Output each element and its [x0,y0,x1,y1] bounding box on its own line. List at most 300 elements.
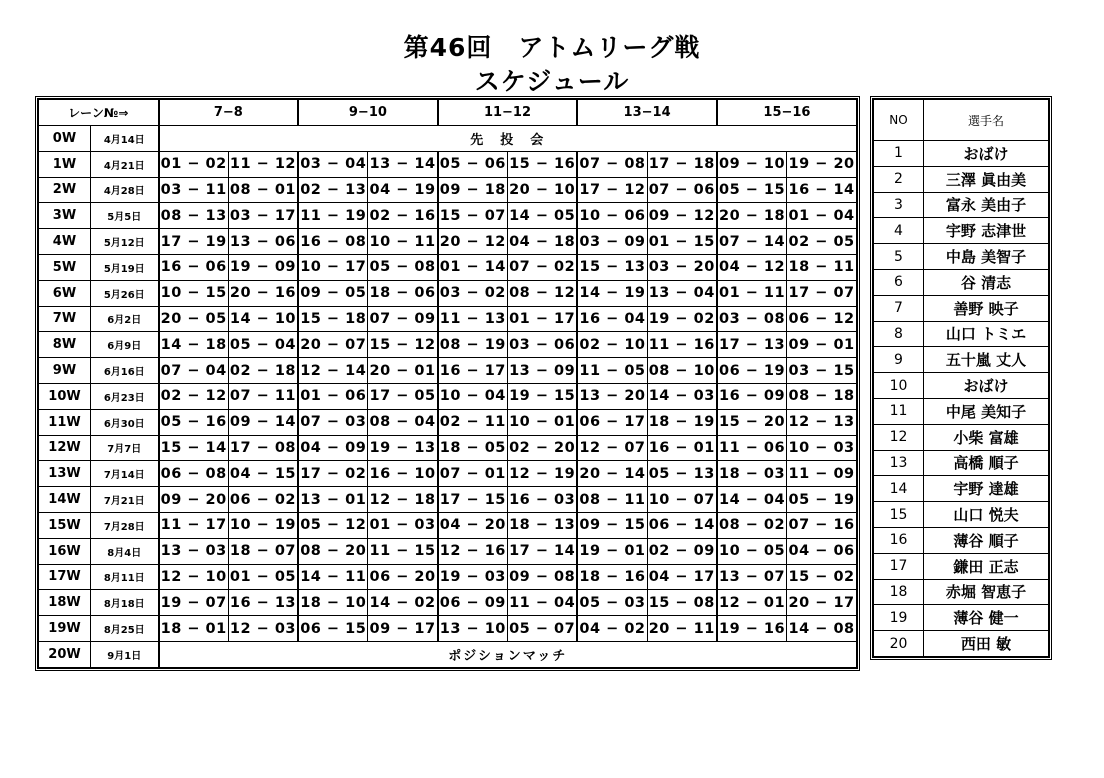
player-row [874,192,1049,218]
matchup-cell: 02 − 05 [787,229,857,255]
player-name: 赤堀 智恵子 [924,579,1049,605]
matchup-cell: 16 − 01 [647,435,717,461]
matchup-cell: 14 − 05 [508,203,578,229]
matchup-cell: 05 − 03 [577,590,647,616]
matchup-cell: 03 − 09 [577,229,647,255]
week-cell: 11W [39,409,91,435]
matchup-cell: 01 − 17 [508,306,578,332]
player-name: 薄谷 順子 [924,527,1049,553]
matchup-cell: 11 − 16 [647,332,717,358]
matchup-cell: 06 − 08 [159,461,229,487]
matchup-cell: 02 − 09 [647,538,717,564]
matchup-cell: 06 − 14 [647,512,717,538]
matchup-cell: 20 − 16 [228,280,298,306]
matchup-cell: 20 − 11 [647,616,717,642]
matchup-cell: 10 − 19 [228,512,298,538]
matchup-cell: 16 − 14 [787,177,857,203]
week-cell: 12W [39,435,91,461]
matchup-cell: 14 − 19 [577,280,647,306]
matchup-cell: 14 − 04 [717,487,787,513]
week-cell: 8W [39,332,91,358]
matchup-cell: 07 − 08 [577,151,647,177]
matchup-cell: 05 − 12 [298,512,368,538]
matchup-cell: 09 − 14 [228,409,298,435]
player-number: 20 [874,631,924,657]
player-name: 小柴 富雄 [924,424,1049,450]
matchup-cell: 04 − 20 [438,512,508,538]
matchup-cell: 09 − 05 [298,280,368,306]
date-cell: 5月12日 [91,229,159,255]
matchup-cell: 03 − 11 [159,177,229,203]
matchup-cell: 07 − 11 [228,383,298,409]
matchup-cell: 13 − 06 [228,229,298,255]
matchup-cell: 08 − 02 [717,512,787,538]
matchup-cell: 10 − 05 [717,538,787,564]
schedule-row [39,358,857,384]
player-name: 西田 敏 [924,631,1049,657]
date-cell: 9月1日 [91,641,159,667]
schedule-row [39,306,857,332]
player-row [874,141,1049,167]
schedule-row [39,564,857,590]
player-name: 善野 映子 [924,295,1049,321]
matchup-cell: 10 − 03 [787,435,857,461]
date-cell: 6月16日 [91,358,159,384]
matchup-cell: 07 − 01 [438,461,508,487]
schedule-row [39,409,857,435]
matchup-cell: 04 − 02 [577,616,647,642]
matchup-cell: 04 − 15 [228,461,298,487]
matchup-cell: 04 − 09 [298,435,368,461]
week-cell: 5W [39,254,91,280]
matchup-cell: 09 − 18 [438,177,508,203]
schedule-header-row [39,100,857,126]
schedule-row [39,616,857,642]
matchup-cell: 17 − 12 [577,177,647,203]
week-cell: 0W [39,126,91,152]
player-number: 8 [874,321,924,347]
player-number: 2 [874,166,924,192]
player-row [874,631,1049,657]
matchup-cell: 15 − 08 [647,590,717,616]
matchup-cell: 02 − 20 [508,435,578,461]
week-cell: 17W [39,564,91,590]
matchup-cell: 07 − 09 [368,306,438,332]
player-row [874,476,1049,502]
matchup-cell: 11 − 05 [577,358,647,384]
matchup-cell: 09 − 15 [577,512,647,538]
matchup-cell: 02 − 16 [368,203,438,229]
matchup-cell: 15 − 02 [787,564,857,590]
player-row [874,373,1049,399]
matchup-cell: 16 − 09 [717,383,787,409]
player-number: 13 [874,450,924,476]
matchup-cell: 04 − 17 [647,564,717,590]
date-cell: 4月14日 [91,126,159,152]
schedule-row [39,383,857,409]
date-cell: 5月26日 [91,280,159,306]
matchup-cell: 04 − 12 [717,254,787,280]
player-number: 3 [874,192,924,218]
matchup-cell: 17 − 14 [508,538,578,564]
matchup-cell: 18 − 05 [438,435,508,461]
matchup-cell: 18 − 01 [159,616,229,642]
matchup-cell: 02 − 11 [438,409,508,435]
matchup-cell: 18 − 11 [787,254,857,280]
matchup-cell: 13 − 03 [159,538,229,564]
matchup-cell: 04 − 06 [787,538,857,564]
matchup-cell: 16 − 13 [228,590,298,616]
matchup-cell: 08 − 18 [787,383,857,409]
player-name: 山口 トミエ [924,321,1049,347]
matchup-cell: 12 − 01 [717,590,787,616]
matchup-cell: 05 − 08 [368,254,438,280]
player-row [874,244,1049,270]
matchup-cell: 11 − 13 [438,306,508,332]
schedule-row [39,590,857,616]
event-note-cell: 先 投 会 [159,126,857,152]
no-header: NO [874,100,924,141]
matchup-cell: 14 − 10 [228,306,298,332]
matchup-cell: 06 − 17 [577,409,647,435]
date-cell: 7月21日 [91,487,159,513]
player-row [874,605,1049,631]
date-cell: 6月9日 [91,332,159,358]
date-cell: 7月14日 [91,461,159,487]
week-cell: 2W [39,177,91,203]
page-title: 第46回 アトムリーグ戦 [403,33,701,62]
week-cell: 20W [39,641,91,667]
week-cell: 1W [39,151,91,177]
matchup-cell: 17 − 05 [368,383,438,409]
matchup-cell: 18 − 13 [508,512,578,538]
player-row [874,218,1049,244]
matchup-cell: 07 − 14 [717,229,787,255]
matchup-cell: 12 − 19 [508,461,578,487]
matchup-cell: 06 − 09 [438,590,508,616]
matchup-cell: 06 − 02 [228,487,298,513]
player-number: 7 [874,295,924,321]
matchup-cell: 09 − 01 [787,332,857,358]
matchup-cell: 10 − 15 [159,280,229,306]
player-number: 15 [874,502,924,528]
matchup-cell: 08 − 20 [298,538,368,564]
player-name-header: 選手名 [924,100,1049,141]
matchup-cell: 20 − 07 [298,332,368,358]
matchup-cell: 17 − 02 [298,461,368,487]
matchup-cell: 12 − 07 [577,435,647,461]
matchup-cell: 15 − 20 [717,409,787,435]
player-number: 1 [874,141,924,167]
player-name: 宇野 達雄 [924,476,1049,502]
lane-number-header: レーン№⇒ [39,100,159,126]
matchup-cell: 06 − 12 [787,306,857,332]
player-number: 5 [874,244,924,270]
matchup-cell: 09 − 08 [508,564,578,590]
date-cell: 7月7日 [91,435,159,461]
schedule-row [39,332,857,358]
matchup-cell: 14 − 11 [298,564,368,590]
schedule-row [39,177,857,203]
matchup-cell: 09 − 17 [368,616,438,642]
player-number: 11 [874,398,924,424]
matchup-cell: 03 − 20 [647,254,717,280]
player-row [874,269,1049,295]
matchup-cell: 08 − 01 [228,177,298,203]
date-cell: 4月28日 [91,177,159,203]
players-header-row [874,100,1049,141]
matchup-cell: 19 − 16 [717,616,787,642]
matchup-cell: 17 − 19 [159,229,229,255]
player-name: 中島 美智子 [924,244,1049,270]
player-row [874,527,1049,553]
matchup-cell: 05 − 13 [647,461,717,487]
matchup-cell: 02 − 12 [159,383,229,409]
matchup-cell: 14 − 02 [368,590,438,616]
matchup-cell: 15 − 07 [438,203,508,229]
matchup-cell: 19 − 13 [368,435,438,461]
player-row [874,450,1049,476]
schedule-row [39,203,857,229]
player-row [874,347,1049,373]
matchup-cell: 14 − 03 [647,383,717,409]
matchup-cell: 18 − 07 [228,538,298,564]
matchup-cell: 01 − 15 [647,229,717,255]
matchup-cell: 19 − 07 [159,590,229,616]
matchup-cell: 11 − 12 [228,151,298,177]
player-number: 18 [874,579,924,605]
player-name: 宇野 志津世 [924,218,1049,244]
player-number: 6 [874,269,924,295]
week-cell: 4W [39,229,91,255]
matchup-cell: 10 − 07 [647,487,717,513]
matchup-cell: 18 − 10 [298,590,368,616]
week-cell: 14W [39,487,91,513]
schedule-row [39,487,857,513]
matchup-cell: 16 − 08 [298,229,368,255]
matchup-cell: 07 − 03 [298,409,368,435]
matchup-cell: 14 − 18 [159,332,229,358]
matchup-cell: 10 − 17 [298,254,368,280]
matchup-cell: 20 − 14 [577,461,647,487]
player-row [874,166,1049,192]
week-cell: 15W [39,512,91,538]
week-cell: 7W [39,306,91,332]
matchup-cell: 17 − 13 [717,332,787,358]
player-name: 三澤 眞由美 [924,166,1049,192]
player-name: 高橋 順子 [924,450,1049,476]
matchup-cell: 16 − 03 [508,487,578,513]
player-row [874,579,1049,605]
matchup-cell: 12 − 14 [298,358,368,384]
date-cell: 8月11日 [91,564,159,590]
event-note-cell: ポジションマッチ [159,641,857,667]
matchup-cell: 18 − 19 [647,409,717,435]
week-cell: 6W [39,280,91,306]
player-number: 10 [874,373,924,399]
player-name: 山口 悦夫 [924,502,1049,528]
matchup-cell: 19 − 15 [508,383,578,409]
date-cell: 6月2日 [91,306,159,332]
matchup-cell: 01 − 14 [438,254,508,280]
matchup-cell: 16 − 10 [368,461,438,487]
matchup-cell: 03 − 15 [787,358,857,384]
matchup-cell: 08 − 11 [577,487,647,513]
lane-pair-header: 9−10 [298,100,438,126]
matchup-cell: 05 − 19 [787,487,857,513]
date-cell: 5月5日 [91,203,159,229]
matchup-cell: 03 − 06 [508,332,578,358]
matchup-cell: 08 − 12 [508,280,578,306]
matchup-cell: 13 − 20 [577,383,647,409]
matchup-cell: 10 − 11 [368,229,438,255]
lane-pair-header: 11−12 [438,100,578,126]
matchup-cell: 05 − 06 [438,151,508,177]
matchup-cell: 13 − 04 [647,280,717,306]
matchup-cell: 13 − 10 [438,616,508,642]
matchup-cell: 02 − 13 [298,177,368,203]
schedule-row [39,641,857,667]
date-cell: 4月21日 [91,151,159,177]
player-number: 14 [874,476,924,502]
player-number: 4 [874,218,924,244]
player-row [874,424,1049,450]
date-cell: 8月4日 [91,538,159,564]
player-name: 富永 美由子 [924,192,1049,218]
schedule-row [39,254,857,280]
matchup-cell: 18 − 16 [577,564,647,590]
schedule-row [39,229,857,255]
player-name: 五十嵐 丈人 [924,347,1049,373]
schedule-row [39,151,857,177]
matchup-cell: 16 − 17 [438,358,508,384]
schedule-table [38,99,857,668]
matchup-cell: 09 − 12 [647,203,717,229]
date-cell: 8月25日 [91,616,159,642]
matchup-cell: 01 − 03 [368,512,438,538]
matchup-cell: 18 − 03 [717,461,787,487]
matchup-cell: 20 − 18 [717,203,787,229]
player-number: 12 [874,424,924,450]
matchup-cell: 11 − 04 [508,590,578,616]
matchup-cell: 13 − 07 [717,564,787,590]
player-row [874,502,1049,528]
page-subtitle: スケジュール [474,67,630,96]
matchup-cell: 17 − 15 [438,487,508,513]
matchup-cell: 12 − 16 [438,538,508,564]
matchup-cell: 06 − 19 [717,358,787,384]
matchup-cell: 01 − 11 [717,280,787,306]
matchup-cell: 15 − 12 [368,332,438,358]
week-cell: 19W [39,616,91,642]
matchup-cell: 11 − 06 [717,435,787,461]
player-row [874,553,1049,579]
date-cell: 6月30日 [91,409,159,435]
player-row [874,398,1049,424]
player-name: 中尾 美知子 [924,398,1049,424]
matchup-cell: 07 − 16 [787,512,857,538]
lane-pair-header: 15−16 [717,100,857,126]
matchup-cell: 05 − 07 [508,616,578,642]
schedule-table-frame [35,96,860,671]
matchup-cell: 03 − 02 [438,280,508,306]
matchup-cell: 07 − 02 [508,254,578,280]
matchup-cell: 01 − 06 [298,383,368,409]
matchup-cell: 15 − 14 [159,435,229,461]
player-row [874,295,1049,321]
player-number: 17 [874,553,924,579]
player-name: おばけ [924,141,1049,167]
matchup-cell: 20 − 17 [787,590,857,616]
matchup-cell: 03 − 17 [228,203,298,229]
matchup-cell: 12 − 13 [787,409,857,435]
player-name: 薄谷 健一 [924,605,1049,631]
player-name: 谷 清志 [924,269,1049,295]
matchup-cell: 11 − 19 [298,203,368,229]
matchup-cell: 01 − 02 [159,151,229,177]
matchup-cell: 17 − 07 [787,280,857,306]
player-number: 19 [874,605,924,631]
matchup-cell: 13 − 09 [508,358,578,384]
matchup-cell: 01 − 04 [787,203,857,229]
matchup-cell: 06 − 15 [298,616,368,642]
matchup-cell: 10 − 04 [438,383,508,409]
matchup-cell: 13 − 14 [368,151,438,177]
lane-pair-header: 7−8 [159,100,299,126]
lane-pair-header: 13−14 [577,100,717,126]
matchup-cell: 09 − 20 [159,487,229,513]
player-row [874,321,1049,347]
player-number: 9 [874,347,924,373]
matchup-cell: 19 − 20 [787,151,857,177]
week-cell: 13W [39,461,91,487]
matchup-cell: 02 − 10 [577,332,647,358]
schedule-row [39,126,857,152]
matchup-cell: 10 − 01 [508,409,578,435]
matchup-cell: 19 − 03 [438,564,508,590]
matchup-cell: 05 − 15 [717,177,787,203]
players-table [873,99,1049,657]
matchup-cell: 08 − 10 [647,358,717,384]
matchup-cell: 11 − 17 [159,512,229,538]
matchup-cell: 14 − 08 [787,616,857,642]
date-cell: 7月28日 [91,512,159,538]
matchup-cell: 20 − 10 [508,177,578,203]
matchup-cell: 12 − 03 [228,616,298,642]
matchup-cell: 10 − 06 [577,203,647,229]
matchup-cell: 06 − 20 [368,564,438,590]
week-cell: 10W [39,383,91,409]
date-cell: 8月18日 [91,590,159,616]
schedule-row [39,461,857,487]
matchup-cell: 11 − 15 [368,538,438,564]
week-cell: 16W [39,538,91,564]
matchup-cell: 03 − 08 [717,306,787,332]
matchup-cell: 17 − 18 [647,151,717,177]
matchup-cell: 15 − 13 [577,254,647,280]
matchup-cell: 19 − 09 [228,254,298,280]
matchup-cell: 07 − 04 [159,358,229,384]
matchup-cell: 12 − 18 [368,487,438,513]
matchup-cell: 15 − 16 [508,151,578,177]
week-cell: 9W [39,358,91,384]
matchup-cell: 20 − 01 [368,358,438,384]
matchup-cell: 20 − 12 [438,229,508,255]
matchup-cell: 11 − 09 [787,461,857,487]
matchup-cell: 02 − 18 [228,358,298,384]
matchup-cell: 08 − 04 [368,409,438,435]
player-name: おばけ [924,373,1049,399]
